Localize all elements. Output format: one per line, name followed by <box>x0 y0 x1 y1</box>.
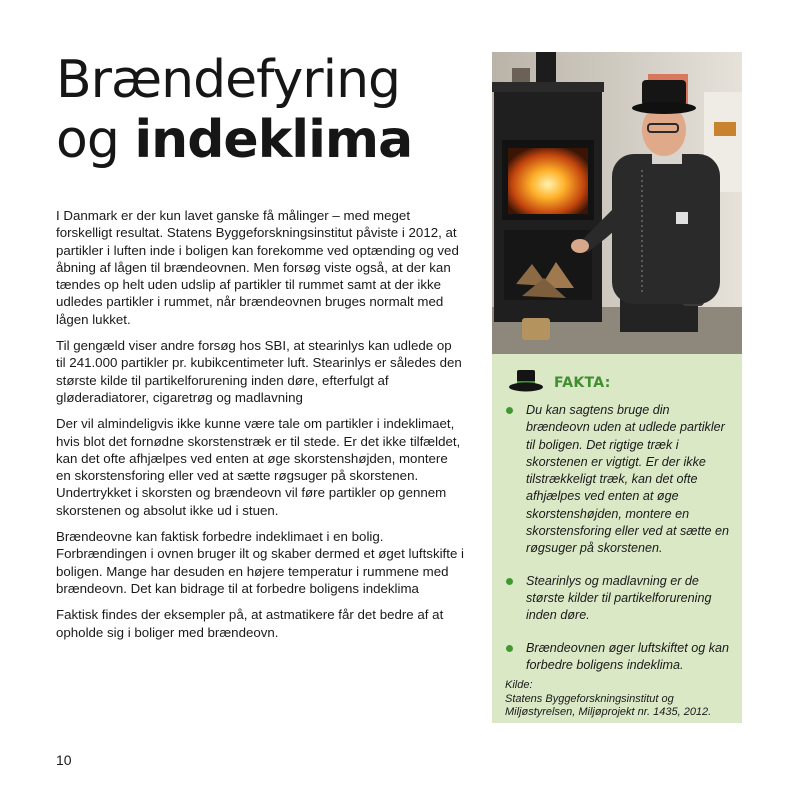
title-line-2-plain: og <box>56 110 135 170</box>
top-hat-icon <box>508 368 544 397</box>
body-paragraph: Til gengæld viser andre forsøg hos SBI, at stearinlys kan udlede op til 241.000 partikler pr. kubikcentimeter luft. Stearinlys er således den største kilde til partikelforurening inden døre, efterfulgt af gløderadiatorer, cigaretrøg og madlavning <box>56 338 462 405</box>
body-paragraph: Brændeovne kan faktisk forbedre indeklimaet i en bolig. Forbrændingen i ovnen bruger ilt og skaber dermed et øget luftskifte i boligen. Mange har desuden en højere temperatur i rummene med brændeovn. Det kan bidrage til at forbedre boligens indeklima <box>56 529 464 596</box>
source-note <box>505 679 742 720</box>
facts-box <box>492 354 742 723</box>
title-line-2-bold: indeklima <box>134 110 413 170</box>
facts-item <box>504 573 734 625</box>
facts-list <box>504 402 734 689</box>
body-paragraph: Faktisk findes der eksempler på, at astmatikere får det bedre af at opholde sig i boliger med brændeovn. <box>56 607 444 640</box>
facts-item-text: Brændeovnen øger luftskiftet og kan forbedre boligens indeklima. <box>526 640 730 672</box>
stove-photo <box>492 52 742 354</box>
facts-item <box>504 640 734 675</box>
facts-heading: FAKTA: <box>554 374 611 391</box>
bullet-icon <box>506 645 513 652</box>
title-line-1: Brændefyring <box>56 50 401 110</box>
facts-header <box>508 368 611 397</box>
facts-item-text: Du kan sagtens bruge din brændeovn uden at udlede partikler til boligen. Det rigtige træk i skorstenen er vigtigt. Er der ikke tilstrækkeligt træk, kan det ofte afhjælpes ved enten at øge skorstenshøjden, montere en skorstensforing eller ved at sætte en røgsuger på skorstenen. <box>526 403 730 556</box>
stove-photo-illustration <box>492 52 742 354</box>
body-text <box>56 207 464 650</box>
facts-item-text: Stearinlys og madlavning er de største kilder til partikelforurening inden døre. <box>526 573 712 623</box>
source-text: Statens Byggeforskningsinstitut og Miljøstyrelsen, Miljøprojekt nr. 1435, 2012. <box>505 692 712 718</box>
body-paragraph: Der vil almindeligvis ikke kunne være tale om partikler i indeklimaet, hvis blot det fornødne skorstenstræk er til stede. Er det ikke tilfældet, kan det ofte afhjælpes ved enten at øge skorstenshøjden, montere en skorstensforing eller ved at sætte røgsuger på skorstenen. Undertrykket i skorsten og brændeovn vil føre partikler op gennem skorstenen og absolut ikke ud i stuen. <box>56 416 461 518</box>
bullet-icon <box>506 578 513 585</box>
page-number: 10 <box>56 752 72 768</box>
body-paragraph: I Danmark er der kun lavet ganske få målinger – med meget forskelligt resultat. Statens Byggeforskningsinstitut påviste i 2012, at partikler i luften inde i boligen kan forekomme ved optænding og ved åbning af lågen til brændeovnen. Men forsøg viste også, at der kan tændes op helt uden udslip af partikler til rummet samt at der ikke udledes partikler i rummet, når brændeovnen bruges normalt med lågen lukket. <box>56 208 459 327</box>
facts-item <box>504 402 734 558</box>
page-title <box>56 50 412 170</box>
bullet-icon <box>506 407 513 414</box>
source-label: Kilde: <box>505 679 533 691</box>
